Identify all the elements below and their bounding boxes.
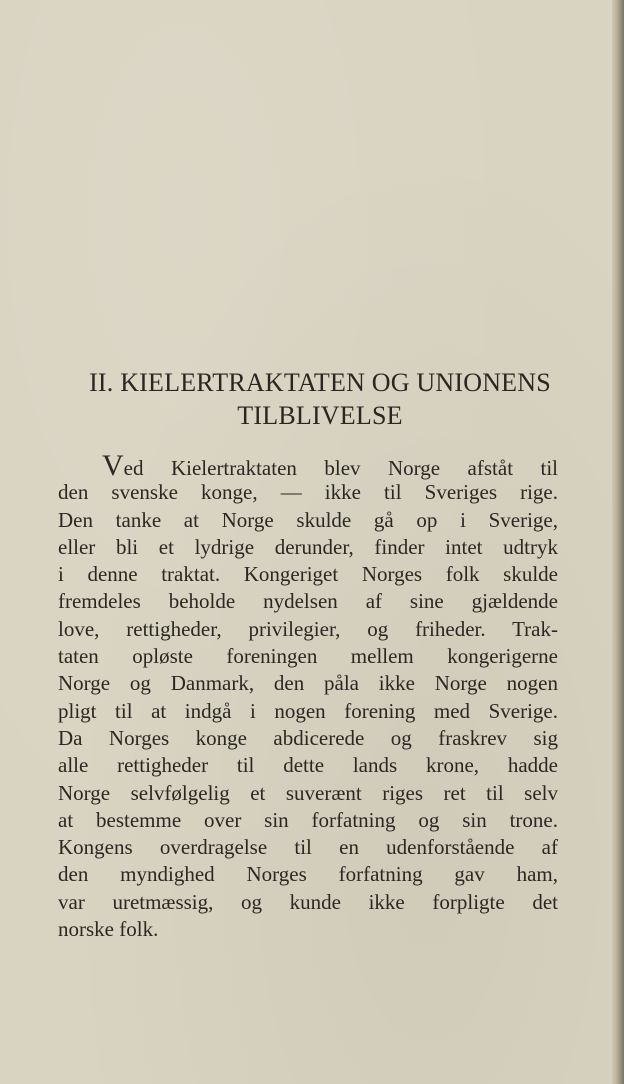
text-line-15: Kongens overdragelse til en udenforstående af bbox=[58, 835, 558, 860]
text-line-2: den svenske konge, — ikke til Sveriges rige. bbox=[58, 480, 558, 505]
text-line-18: norske folk. bbox=[58, 917, 159, 942]
page-edge bbox=[612, 0, 624, 1084]
chapter-title bbox=[40, 366, 600, 432]
text-line-3: Den tanke at Norge skulde gå op i Sverige, bbox=[58, 507, 558, 532]
text-line-13: Norge selvfølgelig et suverænt riges ret til selv bbox=[58, 780, 558, 805]
text-line-1 bbox=[58, 449, 558, 482]
text-line-1-rest: ed Kielertraktaten blev Norge afståt til bbox=[123, 456, 558, 480]
text-line-12: alle rettigheder til dette lands krone, hadde bbox=[58, 753, 558, 778]
chapter-title-line-2: TILBLIVELSE bbox=[237, 401, 403, 430]
text-line-8: taten opløste foreningen mellem kongerigerne bbox=[58, 644, 558, 669]
text-line-5: i denne traktat. Kongeriget Norges folk skulde bbox=[58, 562, 558, 587]
text-line-17: var uretmæssig, og kunde ikke forpligte det bbox=[58, 889, 558, 914]
text-line-9: Norge og Danmark, den påla ikke Norge nogen bbox=[58, 671, 558, 696]
text-line-16: den myndighed Norges forfatning gav ham, bbox=[58, 862, 558, 887]
text-line-11: Da Norges konge abdicerede og fraskrev sig bbox=[58, 725, 558, 750]
text-line-10: pligt til at indgå i nogen forening med Sverige. bbox=[58, 698, 558, 723]
drop-initial: V bbox=[102, 449, 124, 482]
text-line-4: eller bli et lydrige derunder, finder intet udtryk bbox=[58, 534, 558, 559]
text-line-14: at bestemme over sin forfatning og sin trone. bbox=[58, 807, 558, 832]
chapter-paragraph bbox=[58, 449, 558, 943]
chapter-title-line-1: II. KIELERTRAKTATEN OG UNIONENS bbox=[89, 368, 551, 397]
text-line-6: fremdeles beholde nydelsen af sine gjældende bbox=[58, 589, 558, 614]
text-line-7: love, rettigheder, privilegier, og friheder. Trak- bbox=[58, 616, 558, 641]
